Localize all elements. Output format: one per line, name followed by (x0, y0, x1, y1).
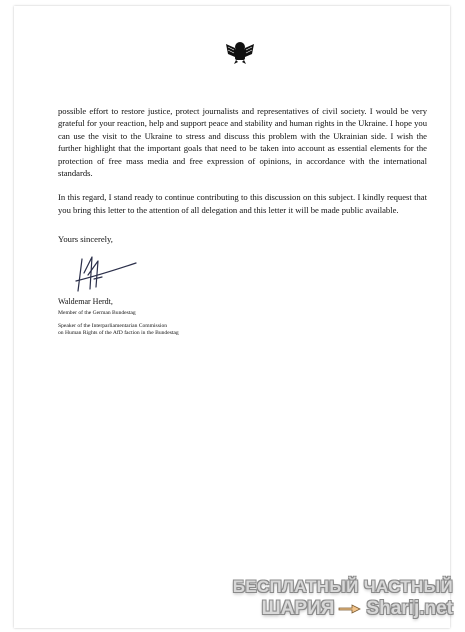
pointing-hand-icon (338, 601, 362, 617)
letter-body (58, 105, 427, 216)
signer-role-line-1: Speaker of the Interparliamentarian Commission (58, 323, 168, 329)
channel-watermark (218, 576, 453, 620)
letter-page (14, 6, 450, 628)
federal-eagle-icon (224, 38, 256, 64)
closing-salutation: Yours sincerely, (58, 234, 113, 244)
signer-name: Waldemar Herdt, (58, 297, 113, 306)
watermark-name: ШАРИЯ (261, 598, 335, 619)
letter-paragraph-1: possible effort to restore justice, protect journalists and representatives of civil society. I would be very grateful for your reaction, help and support peace and stability and human rights in the Ukraine. I hope you can use the visit to the Ukraine to stress and discuss this problem with the Ukrainian side. I wish the further highlight that the important goals that need to be taken into account as essential elements for the protection of free mass media and free expression of opinions, in accordance with the international standards. (58, 106, 427, 179)
letter-paragraph-2: In this regard, I stand ready to continue contributing to this discussion on this subject. I kindly request that you bring this letter to the attention of all delegation and this letter it will be made public available. (58, 192, 427, 215)
signer-role-line-2: on Human Rights of the AfD faction in the Bundestag (58, 330, 179, 336)
handwritten-signature (72, 251, 138, 295)
watermark-site: Sharij.net (366, 598, 453, 619)
signer-title: Member of the German Bundestag (58, 310, 136, 316)
watermark-line-1: БЕСПЛАТНЫЙ ЧАСТНЫЙ (232, 577, 453, 596)
